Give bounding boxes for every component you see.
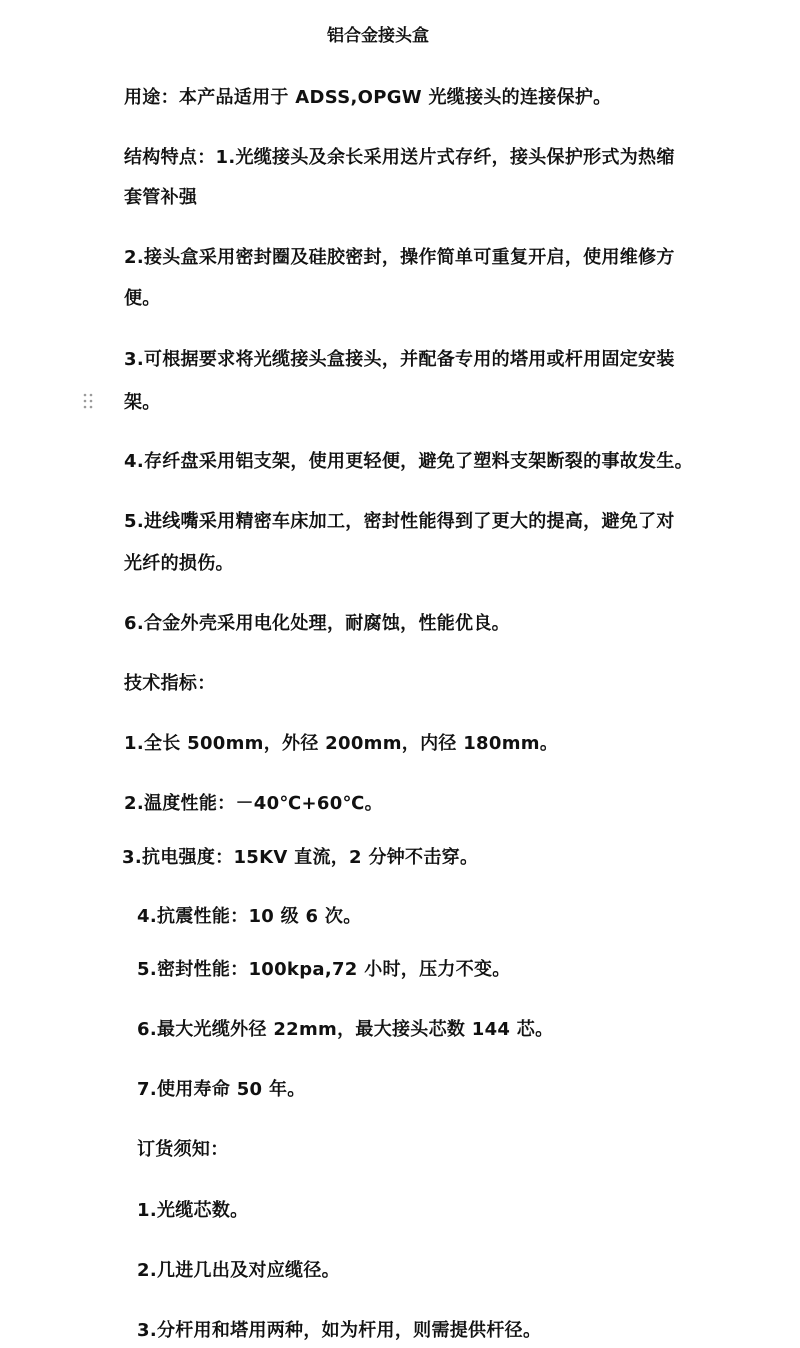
structure-p2-line1: 2.接头盒采用密封圈及硅胶密封，操作简单可重复开启，使用维修方 (124, 247, 675, 268)
structure-p2-line2: 便。 (124, 288, 161, 309)
spec-item-5: 5.密封性能：100kpa,72 小时，压力不变。 (137, 959, 511, 980)
structure-p6: 6.合金外壳采用电化处理，耐腐蚀，性能优良。 (124, 613, 510, 634)
drag-handle-icon[interactable] (83, 393, 93, 409)
structure-p5-line1: 5.进线嘴采用精密车床加工，密封性能得到了更大的提高，避免了对 (124, 511, 675, 532)
order-item-3: 3.分杆用和塔用两种，如为杆用，则需提供杆径。 (137, 1320, 542, 1341)
structure-p1-line1: 结构特点：1.光缆接头及余长采用送片式存纤，接头保护形式为热缩 (124, 147, 675, 168)
order-item-2: 2.几进几出及对应缆径。 (137, 1260, 340, 1281)
specs-heading: 技术指标： (124, 673, 216, 694)
spec-item-7: 7.使用寿命 50 年。 (137, 1079, 306, 1100)
spec-item-4: 4.抗震性能：10 级 6 次。 (137, 906, 362, 927)
usage-text: 用途：本产品适用于 ADSS,OPGW 光缆接头的连接保护。 (124, 87, 612, 108)
structure-p5-line2: 光纤的损伤。 (124, 553, 234, 574)
structure-p3-line1: 3.可根据要求将光缆接头盒接头，并配备专用的塔用或杆用固定安装 (124, 349, 675, 370)
doc-title: 铝合金接头盒 (327, 26, 429, 46)
spec-item-6: 6.最大光缆外径 22mm，最大接头芯数 144 芯。 (137, 1019, 554, 1040)
spec-item-1: 1.全长 500mm，外径 200mm，内径 180mm。 (124, 733, 559, 754)
order-item-1: 1.光缆芯数。 (137, 1200, 249, 1221)
spec-item-2: 2.温度性能：－40℃+60℃。 (124, 793, 383, 814)
structure-p4: 4.存纤盘采用铝支架，使用更轻便，避免了塑料支架断裂的事故发生。 (124, 451, 693, 472)
spec-item-3: 3.抗电强度：15KV 直流，2 分钟不击穿。 (122, 847, 479, 868)
structure-p3-line2: 架。 (124, 392, 161, 413)
order-heading: 订货须知： (137, 1139, 229, 1160)
drag-handle-dots (83, 393, 93, 409)
structure-p1-line2: 套管补强 (124, 187, 198, 208)
